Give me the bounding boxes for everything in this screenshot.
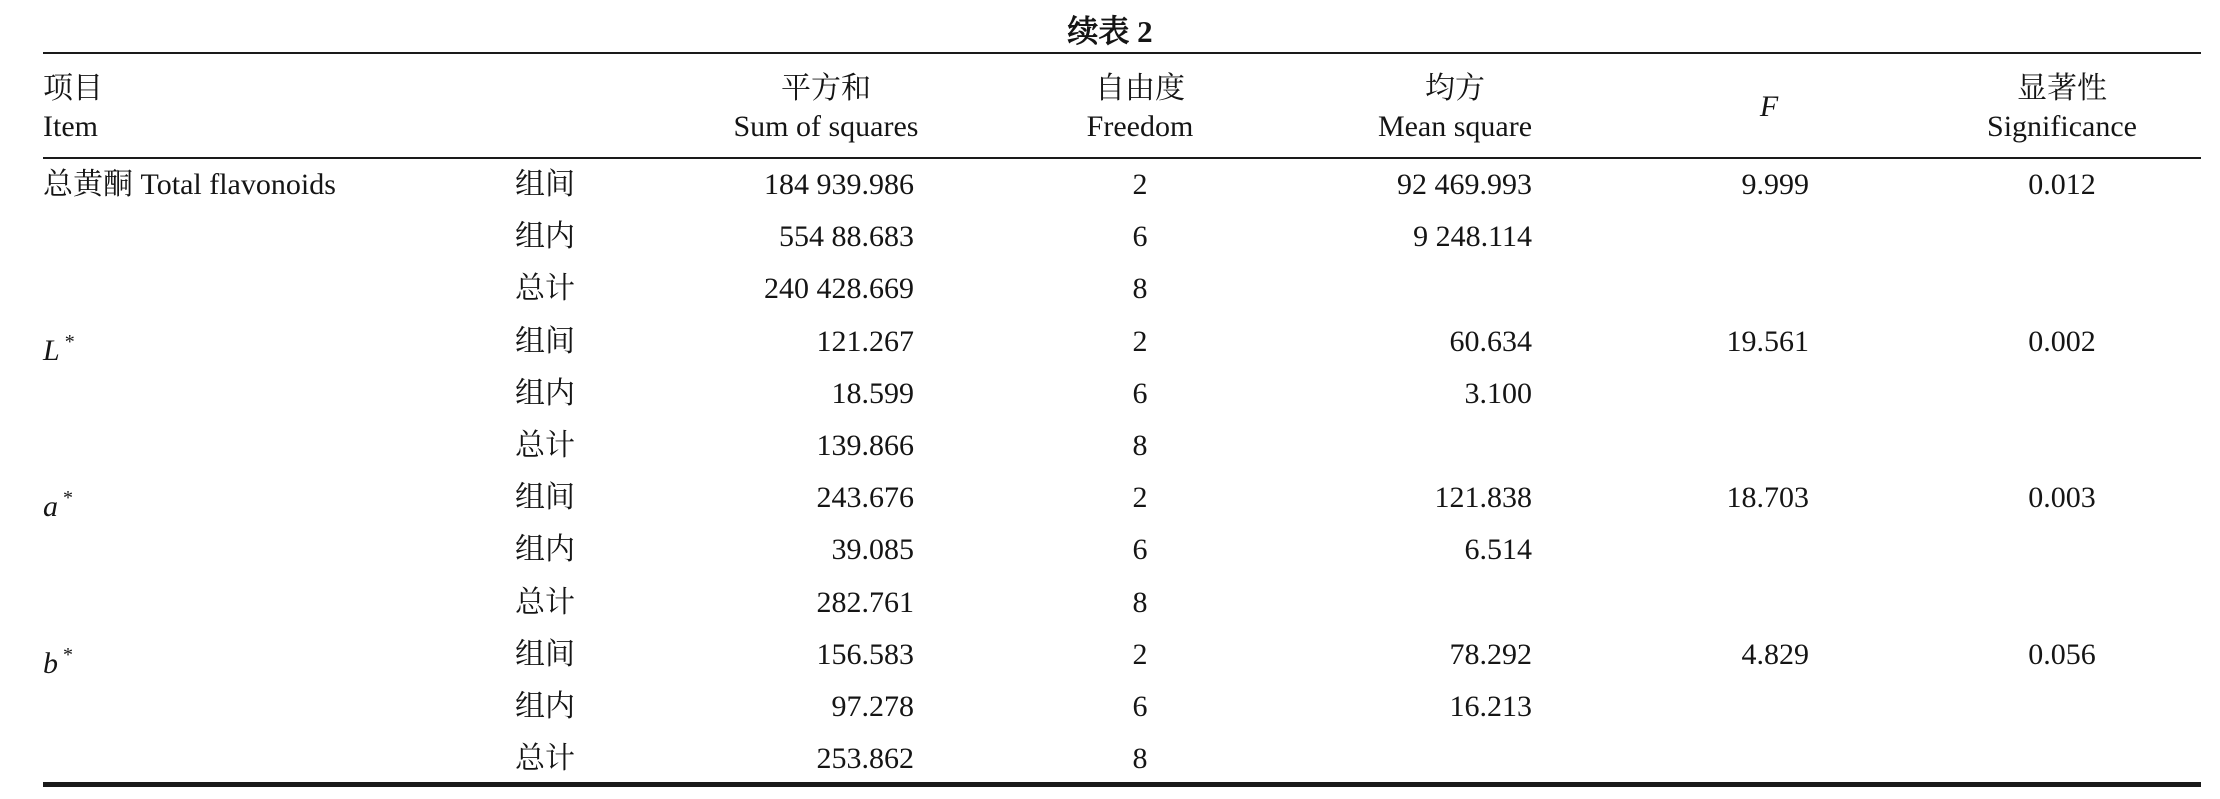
- header-sum-of-squares-en: Sum of squares: [733, 110, 919, 143]
- header-significance-zh: 显著性: [2017, 72, 2107, 105]
- cell-sum-of-squares: 184 939.986: [764, 168, 914, 201]
- cell-f: 18.703: [1726, 481, 1809, 515]
- cell-mean-square: 60.634: [1449, 324, 1532, 358]
- table-row: [0, 316, 2220, 368]
- top-rule: [43, 52, 2201, 54]
- cell-sum-of-squares: 156.583: [816, 637, 914, 671]
- cell-freedom: 2: [1132, 324, 1148, 358]
- cell-freedom: 8: [1132, 585, 1148, 619]
- cell-freedom: 8: [1132, 742, 1148, 776]
- cell-freedom: 6: [1132, 689, 1148, 723]
- cell-source: 组间: [515, 168, 575, 201]
- table-row: [0, 472, 2220, 524]
- cell-f: 9.999: [1741, 168, 1809, 201]
- cell-sum-of-squares: 121.267: [816, 324, 914, 358]
- cell-source: 组内: [515, 533, 575, 567]
- item-label: L: [43, 333, 60, 367]
- cell-freedom: 2: [1132, 481, 1148, 515]
- table-row: [0, 733, 2220, 785]
- header-sum-of-squares-zh: 平方和: [781, 72, 871, 105]
- cell-f: 4.829: [1741, 637, 1809, 671]
- cell-mean-square: 6.514: [1464, 533, 1532, 567]
- cell-sum-of-squares: 554 88.683: [779, 220, 914, 254]
- cell-mean-square: 9 248.114: [1413, 220, 1532, 254]
- cell-freedom: 6: [1132, 533, 1148, 567]
- table-row: [0, 577, 2220, 629]
- cell-sum-of-squares: 97.278: [831, 689, 914, 723]
- table-row: [0, 368, 2220, 420]
- cell-sum-of-squares: 139.866: [816, 428, 914, 462]
- item-superscript: *: [64, 330, 75, 353]
- header-significance: [1912, 70, 2212, 146]
- cell-freedom: 6: [1132, 220, 1148, 254]
- header-significance-en: Significance: [1987, 110, 2137, 143]
- table-row: [0, 681, 2220, 733]
- header-item-zh: 项目: [43, 72, 103, 105]
- cell-sum-of-squares: 18.599: [831, 376, 914, 410]
- table-title: 续表 2: [1067, 14, 1153, 49]
- header-item-en: Item: [43, 110, 98, 143]
- header-freedom-zh: 自由度: [1095, 72, 1185, 105]
- cell-source: 组内: [515, 689, 575, 723]
- table-row: [0, 263, 2220, 315]
- cell-significance: 0.056: [2028, 637, 2096, 671]
- cell-source: 总计: [515, 428, 575, 462]
- table-row: [0, 524, 2220, 576]
- cell-source: 总计: [515, 585, 575, 619]
- bottom-rule: [43, 782, 2201, 787]
- cell-source: 总计: [515, 742, 575, 776]
- cell-significance: 0.012: [2028, 168, 2096, 201]
- item-label: 总黄酮 Total flavonoids: [43, 168, 336, 201]
- header-freedom: [1040, 70, 1240, 146]
- cell-freedom: 8: [1132, 428, 1148, 462]
- table-row: [0, 629, 2220, 681]
- cell-mean-square: 3.100: [1464, 376, 1532, 410]
- cell-sum-of-squares: 39.085: [831, 533, 914, 567]
- cell-freedom: 2: [1132, 168, 1148, 201]
- table-row: [0, 211, 2220, 263]
- cell-mean-square: 92 469.993: [1397, 168, 1532, 201]
- cell-significance: 0.003: [2028, 481, 2096, 515]
- header-freedom-en: Freedom: [1086, 110, 1194, 143]
- cell-sum-of-squares: 282.761: [816, 585, 914, 619]
- cell-source: 总计: [515, 272, 575, 306]
- cell-sum-of-squares: 240 428.669: [764, 272, 914, 306]
- table-row: [0, 159, 2220, 211]
- header-mean-square-zh: 均方: [1425, 72, 1485, 105]
- header-item: [43, 70, 103, 146]
- cell-sum-of-squares: 243.676: [816, 481, 914, 515]
- table-row: [0, 420, 2220, 472]
- cell-source: 组间: [515, 324, 575, 358]
- cell-freedom: 2: [1132, 637, 1148, 671]
- cell-freedom: 6: [1132, 376, 1148, 410]
- header-mean-square-en: Mean square: [1377, 110, 1533, 143]
- cell-mean-square: 16.213: [1449, 689, 1532, 723]
- cell-mean-square: 78.292: [1449, 637, 1532, 671]
- cell-source: 组内: [515, 376, 575, 410]
- header-sum-of-squares: [676, 70, 976, 146]
- cell-item: [43, 159, 336, 211]
- header-mean-square: [1305, 70, 1605, 146]
- item-superscript: *: [63, 643, 73, 666]
- table-body: [0, 159, 2220, 785]
- cell-source: 组内: [515, 220, 575, 254]
- cell-mean-square: 121.838: [1434, 481, 1532, 515]
- cell-source: 组间: [515, 481, 575, 515]
- cell-source: 组间: [515, 637, 575, 671]
- cell-significance: 0.002: [2028, 324, 2096, 358]
- cell-f: 19.561: [1726, 324, 1809, 358]
- cell-freedom: 8: [1132, 272, 1148, 306]
- header-f: F: [1759, 90, 1779, 123]
- cell-sum-of-squares: 253.862: [816, 742, 914, 776]
- item-label: a: [43, 490, 58, 524]
- item-label: b: [43, 646, 58, 680]
- item-superscript: *: [63, 487, 73, 510]
